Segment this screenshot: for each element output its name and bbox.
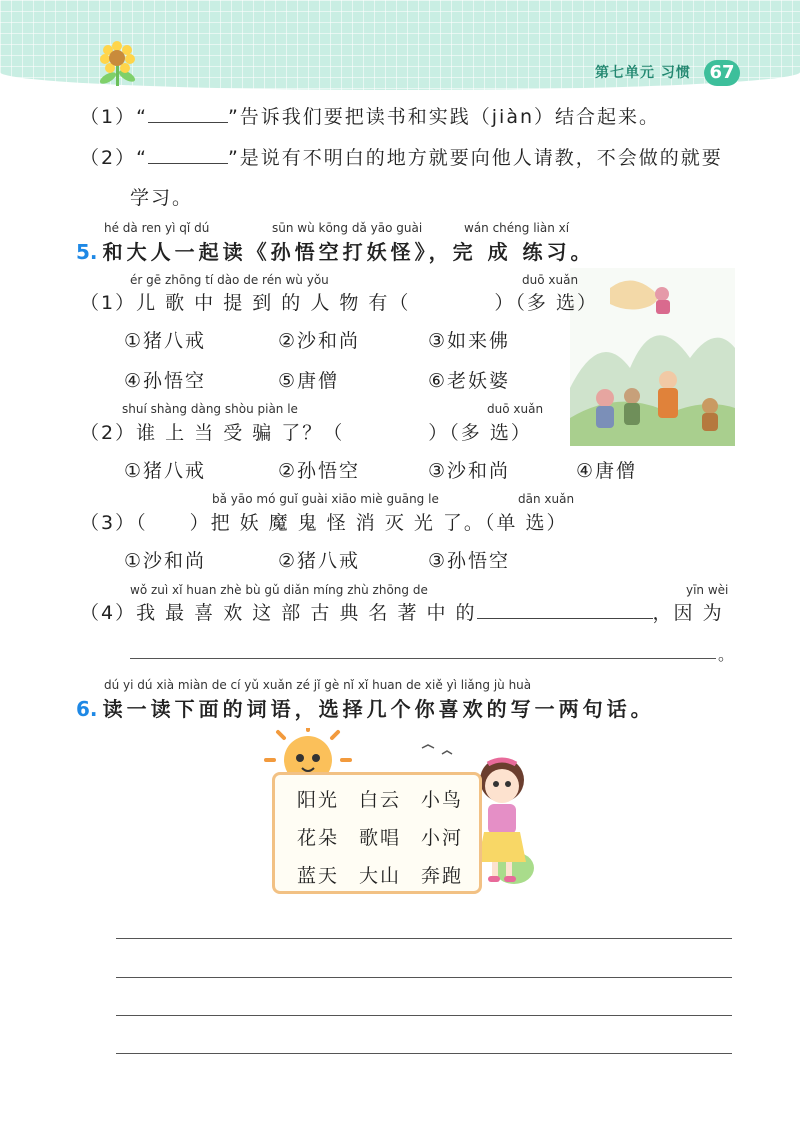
word: 歌唱 bbox=[359, 827, 402, 849]
option[interactable]: ①沙和尚 bbox=[124, 550, 207, 572]
section-number: 5. bbox=[76, 240, 98, 264]
sunflower-icon bbox=[96, 40, 140, 88]
writing-line[interactable] bbox=[116, 938, 732, 939]
section-title: 读一读下面的词语，选择几个你喜欢的写一两句话。 bbox=[102, 697, 655, 721]
option[interactable]: ③如来佛 bbox=[428, 330, 511, 352]
page-header bbox=[0, 0, 800, 90]
question-5-1: （1）儿 歌 中 提 到 的 人 物 有（ ）（多 选） bbox=[80, 292, 598, 314]
word: 白云 bbox=[359, 789, 402, 811]
question-5-4: （4）我 最 喜 欢 这 部 古 典 名 著 中 的 ，因 为 bbox=[80, 602, 724, 624]
section-title: 和大人一起读《孙悟空打妖怪》，完 成 练习。 bbox=[102, 240, 595, 264]
pinyin: ér gē zhōng tí dào de rén wù yǒu bbox=[130, 273, 329, 287]
option[interactable]: ②猪八戒 bbox=[278, 550, 361, 572]
word: 奔跑 bbox=[421, 865, 464, 887]
pinyin: sūn wù kōng dǎ yāo guài bbox=[272, 221, 423, 235]
word: 阳光 bbox=[297, 789, 340, 811]
option[interactable]: ③沙和尚 bbox=[428, 460, 511, 482]
item-2: （2）“ ”是说有不明白的地方就要向他人请教，不会做的就要 bbox=[80, 147, 723, 169]
word: 小河 bbox=[421, 827, 464, 849]
writing-line[interactable] bbox=[116, 977, 732, 978]
answer-blank[interactable] bbox=[148, 145, 228, 164]
option[interactable]: ①猪八戒 bbox=[124, 330, 207, 352]
option[interactable]: ⑥老妖婆 bbox=[428, 370, 511, 392]
item-2-continued: 学习。 bbox=[130, 187, 194, 209]
word-board bbox=[272, 772, 482, 894]
word: 花朵 bbox=[297, 827, 340, 849]
answer-line[interactable] bbox=[130, 658, 716, 659]
pinyin: wán chéng liàn xí bbox=[464, 221, 570, 235]
item-1: （1）“ ”告诉我们要把读书和实践（jiàn）结合起来。 bbox=[80, 106, 661, 128]
answer-blank[interactable] bbox=[477, 600, 653, 619]
pinyin: shuí shàng dàng shòu piàn le bbox=[122, 402, 298, 416]
writing-line[interactable] bbox=[116, 1015, 732, 1016]
page-number-badge: 67 bbox=[704, 60, 740, 86]
period: 。 bbox=[718, 645, 737, 664]
section-6-heading bbox=[76, 693, 655, 722]
question-5-2: （2）谁 上 当 受 骗 了？（ ）（多 选） bbox=[80, 422, 532, 444]
pinyin: duō xuǎn bbox=[522, 273, 579, 287]
pinyin: duō xuǎn bbox=[487, 402, 544, 416]
unit-label: 第七单元 习惯 bbox=[595, 65, 691, 81]
option[interactable]: ④唐僧 bbox=[576, 460, 638, 482]
option[interactable]: ③孙悟空 bbox=[428, 550, 511, 572]
pinyin: dú yi dú xià miàn de cí yǔ xuǎn zé jǐ gè nǐ xǐ huan de xiě yì liǎng jù huà bbox=[104, 678, 532, 692]
writing-line[interactable] bbox=[116, 1053, 732, 1054]
option[interactable]: ⑤唐僧 bbox=[278, 370, 340, 392]
word: 大山 bbox=[359, 865, 402, 887]
option[interactable]: ②孙悟空 bbox=[278, 460, 361, 482]
pinyin: hé dà ren yì qǐ dú bbox=[104, 221, 210, 235]
answer-blank[interactable] bbox=[148, 104, 228, 123]
option[interactable]: ②沙和尚 bbox=[278, 330, 361, 352]
section-5-heading bbox=[76, 236, 595, 265]
pinyin: dān xuǎn bbox=[518, 492, 575, 506]
option[interactable]: ①猪八戒 bbox=[124, 460, 207, 482]
section-number: 6. bbox=[76, 697, 98, 721]
pinyin: wǒ zuì xǐ huan zhè bù gǔ diǎn míng zhù zhōng de bbox=[130, 583, 428, 597]
pinyin: yīn wèi bbox=[686, 583, 729, 597]
question-5-3: （3）（ ）把 妖 魔 鬼 怪 消 灭 光 了。（单 选） bbox=[80, 512, 568, 534]
word: 蓝天 bbox=[297, 865, 340, 887]
pinyin: bǎ yāo mó guǐ guài xiāo miè guāng le bbox=[212, 492, 439, 506]
word: 小鸟 bbox=[421, 789, 464, 811]
option[interactable]: ④孙悟空 bbox=[124, 370, 207, 392]
